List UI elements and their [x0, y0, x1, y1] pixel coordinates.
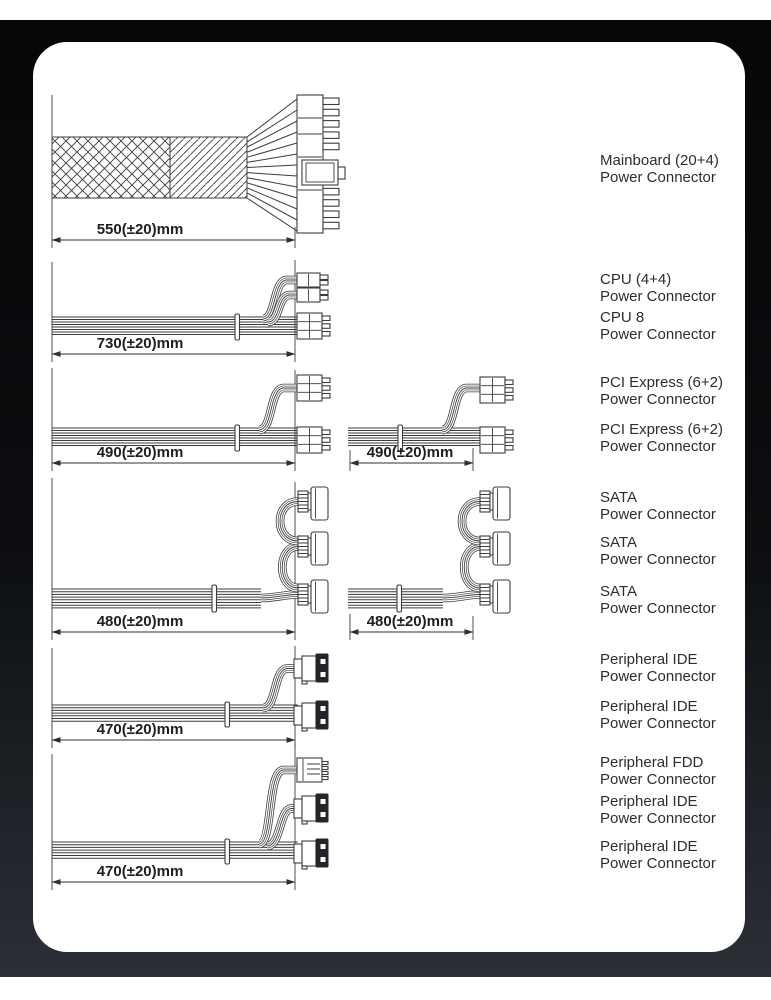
- label-line1: SATA: [600, 489, 637, 506]
- label-sata-2: [600, 535, 750, 568]
- label-line2: Power Connector: [600, 287, 716, 305]
- wire-fan: [247, 99, 297, 231]
- label-line2: Power Connector: [600, 854, 716, 872]
- label-pcie-1: [600, 375, 750, 408]
- sata-connector-3: [480, 580, 510, 613]
- sata-connector-2: [480, 532, 510, 565]
- sata-connector-1: [298, 487, 328, 520]
- label-sata-3: [600, 584, 750, 617]
- molex-connector-upper: [294, 654, 328, 684]
- label-line2: Power Connector: [600, 168, 716, 186]
- label-line1: Peripheral IDE: [600, 698, 698, 715]
- label-line1: Peripheral IDE: [600, 651, 698, 668]
- dimension-label: 730(±20)mm: [96, 335, 184, 352]
- label-line2: Power Connector: [600, 390, 716, 408]
- label-line1: Peripheral IDE: [600, 793, 698, 810]
- ribbon-cable: [348, 428, 480, 446]
- label-line2: Power Connector: [600, 505, 716, 523]
- cpu-cable-drawing: [52, 260, 330, 362]
- label-line2: Power Connector: [600, 809, 716, 827]
- cable-tie: [397, 585, 402, 612]
- sata-left-cable-drawing: [52, 478, 328, 640]
- ribbon-cable: [348, 589, 443, 608]
- label-line1: SATA: [600, 534, 637, 551]
- pcie-right-cable-drawing: [348, 377, 513, 471]
- label-line2: Power Connector: [600, 437, 716, 455]
- dimension-label: 550(±20)mm: [96, 221, 184, 238]
- label-line1: Mainboard (20+4): [600, 152, 719, 169]
- pcie-left-cable-drawing: [52, 368, 330, 471]
- dimension-label: 490(±20)mm: [366, 444, 454, 461]
- label-line2: Power Connector: [600, 714, 716, 732]
- label-cpu-44: [600, 272, 750, 305]
- pcie-connector-upper: [297, 375, 330, 401]
- label-ide-4: [600, 839, 750, 872]
- braided-sleeve: [52, 137, 170, 198]
- sata-connector-3: [298, 580, 328, 613]
- label-line1: SATA: [600, 583, 637, 600]
- atx-24pin-connector: [297, 95, 345, 233]
- label-line2: Power Connector: [600, 325, 716, 343]
- molex-connector-end: [294, 839, 328, 869]
- cable-tie: [235, 314, 240, 340]
- sata-right-cable-drawing: [348, 487, 510, 640]
- label-cpu-8: [600, 310, 750, 343]
- label-line1: CPU 8: [600, 309, 645, 326]
- cable-tie: [212, 585, 217, 612]
- molex-connector-end: [294, 701, 328, 731]
- label-line1: Peripheral FDD: [600, 754, 704, 771]
- label-sata-1: [600, 490, 750, 523]
- label-ide-1: [600, 652, 750, 685]
- label-ide-3: [600, 794, 750, 827]
- pcie-connector-end: [480, 427, 513, 453]
- label-line2: Power Connector: [600, 550, 716, 568]
- sata-connector-1: [480, 487, 510, 520]
- pcie-connector-end: [297, 427, 330, 453]
- label-ide-2: [600, 699, 750, 732]
- ribbon-cable: [52, 705, 298, 721]
- mainboard-cable-drawing: [52, 95, 345, 248]
- peripheral-ide-cable-drawing: [52, 646, 328, 748]
- pcie-connector-upper: [480, 377, 513, 403]
- cable-tie: [225, 702, 230, 727]
- label-pcie-2: [600, 422, 750, 455]
- spec-card: [33, 42, 745, 952]
- ribbon-cable: [52, 317, 297, 335]
- dimension-label: 480(±20)mm: [366, 613, 454, 630]
- cpu-4pin-connector-a: [297, 273, 328, 287]
- dimension-label: 470(±20)mm: [96, 721, 184, 738]
- label-line1: CPU (4+4): [600, 271, 672, 288]
- label-fdd: [600, 755, 750, 788]
- fdd-connector: [297, 758, 328, 782]
- cpu-8pin-connector: [297, 313, 330, 339]
- label-line1: PCI Express (6+2): [600, 421, 723, 438]
- label-line1: Peripheral IDE: [600, 838, 698, 855]
- molex-connector-mid: [294, 794, 328, 824]
- label-mainboard: [600, 153, 750, 186]
- dimension-label: 480(±20)mm: [96, 613, 184, 630]
- mesh-sleeve: [170, 137, 247, 198]
- dimension-label: 490(±20)mm: [96, 444, 184, 461]
- sata-connector-2: [298, 532, 328, 565]
- cable-tie: [225, 839, 230, 864]
- cpu-4pin-connector-b: [297, 288, 328, 302]
- peripheral-fdd-ide-cable-drawing: [52, 742, 328, 890]
- label-line1: PCI Express (6+2): [600, 374, 723, 391]
- label-line2: Power Connector: [600, 770, 716, 788]
- label-line2: Power Connector: [600, 599, 716, 617]
- label-line2: Power Connector: [600, 667, 716, 685]
- dimension-label: 470(±20)mm: [96, 863, 184, 880]
- ribbon-cable: [52, 589, 261, 608]
- cable-tie: [235, 425, 240, 451]
